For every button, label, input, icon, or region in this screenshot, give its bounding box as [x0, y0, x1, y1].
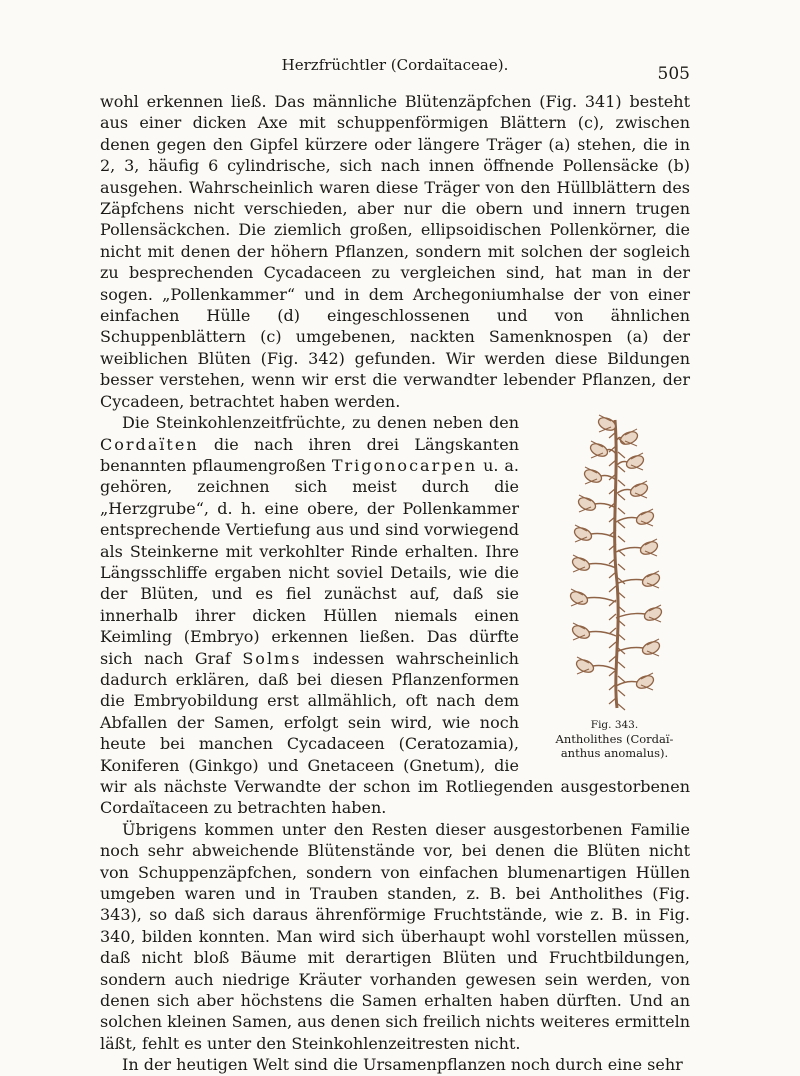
- flower-bud: [589, 441, 610, 459]
- flower-bud: [641, 571, 662, 589]
- spaced-term: Cordaïten: [100, 434, 199, 454]
- flower-bud: [639, 539, 660, 557]
- flower-bud: [629, 481, 650, 499]
- text-run: u. a. gehören, zeichnen sich meist durch die „Herzgrube“, d. h. eine obere, der Pollenkammer entsprechende Vertiefung aus und sind vorwiegend als Steinkerne mit verkohlter Rinde erhalten. Ihre Längsschliffe ergaben nicht soviel Details, wie die der Blüten, und es fiel zunächst auf, daß sie innerhalb ihrer dicken Hüllen niemals einen Keimling (Embryo) erkennen ließen. Das dürfte sich nach Graf: [100, 455, 519, 668]
- page-body: [100, 91, 690, 1076]
- flower-stalk: [616, 518, 637, 523]
- flower-bud: [575, 657, 596, 675]
- spaced-term: Solms: [242, 648, 302, 668]
- flower-stalk: [616, 462, 627, 467]
- text-run: Die Steinkohlenzeitfrüchte, zu denen neben den: [122, 413, 519, 433]
- figure-caption: [537, 718, 692, 760]
- plant-stem: [615, 420, 618, 708]
- flower-bud: [573, 525, 594, 543]
- figure-343: [537, 412, 692, 764]
- flower-stalk: [616, 614, 645, 619]
- flower-stalk: [616, 682, 637, 687]
- caption-line: anthus anomalus).: [560, 746, 669, 761]
- flower-stalk: [593, 666, 616, 671]
- flower-bud: [571, 555, 592, 573]
- running-title: Herzfrüchtler (Cordaïtaceae).: [281, 56, 509, 74]
- flower-stalk: [589, 564, 616, 569]
- scale-leaf: [609, 502, 625, 514]
- paragraph: wohl erkennen ließ. Das männliche Blütenzäpfchen (Fig. 341) besteht aus einer dicken Axe mit schuppenförmigen Blättern (c), zwischen denen gegen den Gipfel kürzere oder längere Träger (a) stehen, die in 2, 3, häufig 6 cylindrische, sich nach innen öffnende Pollensäcke (b) ausgehen. Wahrscheinlich waren diese Träger von den Hüllblättern des Zäpfchens nicht verschieden, aber nur die obern und innern trugen Pollensäckchen. Die ziemlich großen, ellipsoidischen Pollenkörner, die nicht mit denen der höhern Pflanzen, sondern mit solchen der sogleich zu besprechenden Cycadaceen zu vergleichen sind, hat man in der sogen. „Pollenkammer“ und in dem Archegoniumhalse der von einer einfachen Hülle (d) eingeschlossenen und von ähnlichen Schuppenblättern (c) umgebenen, nackten Samenknospen (a) der weiblichen Blüten (Fig. 342) gefunden. Wir werden diese Bildungen besser verstehen, wenn wir erst die verwandter lebender Pflanzen, der Cycadeen, betrachtet haben werden.: [100, 92, 690, 411]
- flower-bud: [619, 429, 640, 447]
- flower-stalk: [591, 534, 616, 539]
- flower-bud: [641, 639, 662, 657]
- text-run: die nach ihren drei Längskanten benannten pflaumengroßen: [100, 434, 519, 475]
- flower-stalk: [616, 490, 631, 495]
- caption-line: Antholithes (Cordaï-: [555, 732, 674, 747]
- flower-bud: [583, 467, 604, 485]
- flower-bud: [571, 623, 592, 641]
- flower-stalk: [587, 598, 616, 603]
- page-header: [100, 52, 690, 82]
- figure-number: Fig. 343.: [590, 719, 639, 732]
- antholithes-illustration: [537, 412, 692, 712]
- spaced-term: Trigonocarpen: [331, 455, 478, 475]
- flower-bud: [577, 495, 598, 513]
- flower-bud: [643, 605, 664, 623]
- flower-bud: [635, 673, 656, 691]
- paragraph: Übrigens kommen unter den Resten dieser ausgestorbenen Familie noch sehr abweichende Blütenstände vor, bei denen die Blüten nicht von Schuppenzäpfchen, sondern von einfachen blumenartigen Hüllen umgeben waren und in Trauben standen, z. B. bei Antholithes (Fig. 343), so daß sich daraus ährenförmige Fruchtstände, wie z. B. in Fig. 340, bilden konnten. Man wird sich überhaupt wohl vorstellen müssen, daß nicht bloß Bäume mit derartigen Blüten und Fruchtbildungen, sondern auch niedrige Kräuter vorhanden gewesen sein werden, von denen sich aber höchstens die Samen erhalten haben dürften. Und an solchen kleinen Samen, aus denen sich freilich nichts weiteres ermitteln läßt, fehlt es unter den Steinkohlenzeitresten nicht.: [100, 819, 690, 1053]
- text-run: indessen wahrscheinlich dadurch erklären, daß bei diesen Pflanzenformen die Embryobildung erst allmählich, oft nach dem Abfallen der Samen, erfolgt sein wird, wie noch heute bei manchen Cycadaceen (Ceratozamia), Koniferen (Ginkgo) und Gnetaceen (Gnetum), die wir als nächste Verwandte der schon im Rotliegenden ausgestorbenen Cordaïtaceen zu betrachten haben.: [100, 648, 690, 818]
- flower-bud: [625, 453, 646, 471]
- flower-bud: [569, 589, 590, 607]
- paragraph: In der heutigen Welt sind die Ursamenpflanzen noch durch eine sehr: [122, 1055, 683, 1075]
- flower-bud: [635, 509, 656, 527]
- page-number: 505: [657, 64, 690, 84]
